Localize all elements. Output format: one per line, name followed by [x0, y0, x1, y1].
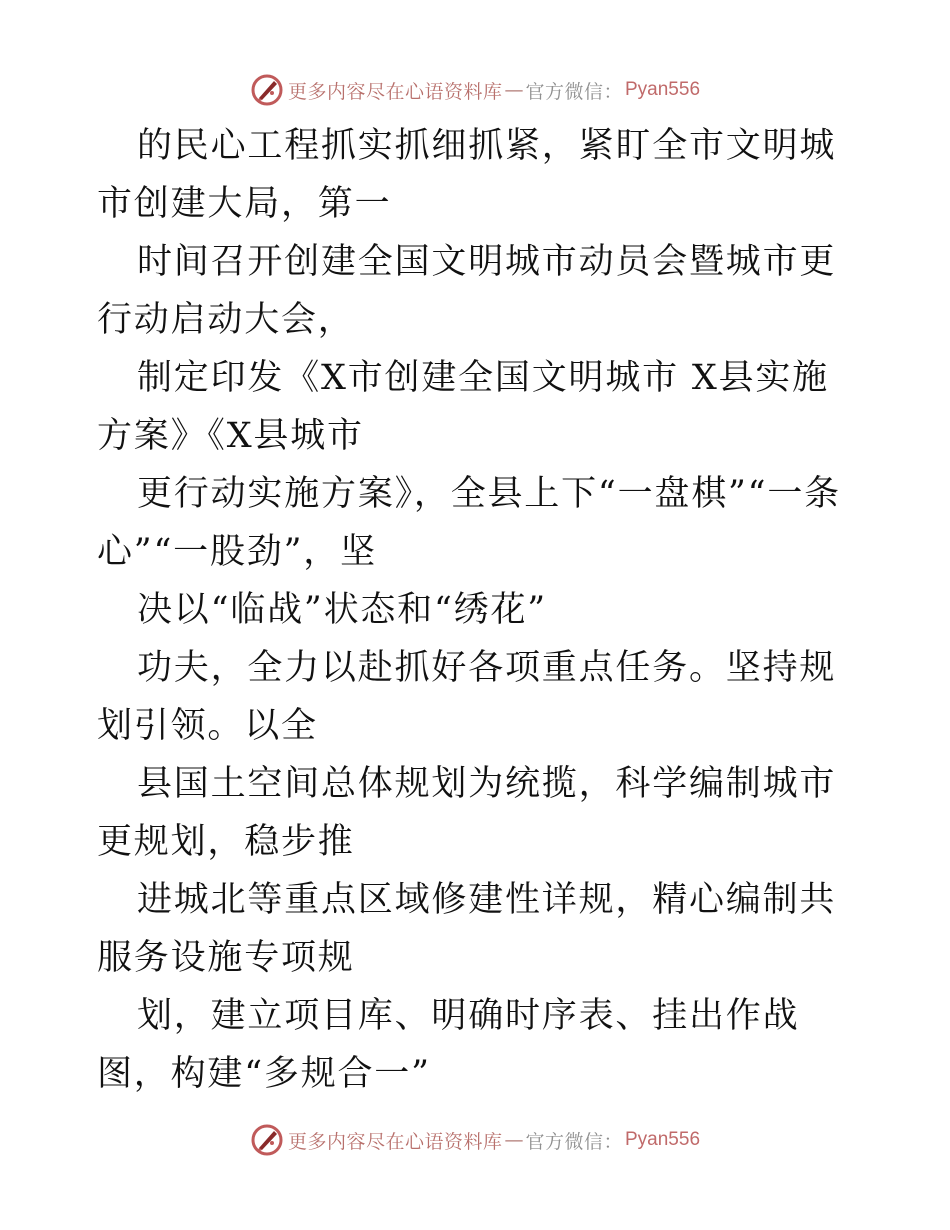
- paragraph: 进城北等重点区域修建性详规，精心编制共服务设施专项规: [97, 880, 837, 978]
- paragraph: 的民心工程抓实抓细抓紧，紧盯全市文明城市创建大局，第一: [97, 126, 837, 224]
- banner-separator: —: [504, 1129, 524, 1151]
- footer-banner: [0, 1120, 950, 1160]
- banner-account: Pyan556: [625, 1129, 701, 1150]
- banner-wechat-label: 官方微信：: [525, 1130, 623, 1153]
- paragraph: 时间召开创建全国文明城市动员会暨城市更行动启动大会，: [97, 242, 837, 340]
- paragraph: 划，建立项目库、明确时序表、挂出作战图，构建“多规合一”: [97, 996, 800, 1094]
- paragraph: 决以“临战”状态和“绣花”: [137, 590, 547, 630]
- paragraph: 县国土空间总体规划为统揽，科学编制城市更规划，稳步推: [97, 764, 837, 862]
- header-banner: [0, 70, 950, 110]
- banner-main-text: 更多内容尽在心语资料库: [287, 80, 503, 103]
- banner-account: Pyan556: [625, 79, 701, 100]
- banner-separator: —: [504, 79, 524, 101]
- pen-logo-icon: [250, 1123, 284, 1157]
- pen-logo-icon: [250, 73, 284, 107]
- paragraph: 制定印发《X市创建全国文明城市 X县实施方案》《X县城市: [97, 358, 829, 456]
- banner-wechat-label: 官方微信：: [525, 80, 623, 103]
- paragraph: 更行动实施方案》，全县上下“一盘棋”“一条心”“一股劲”，坚: [97, 474, 841, 572]
- paragraph: 功夫，全力以赴抓好各项重点任务。坚持规划引领。以全: [97, 648, 837, 746]
- document-body: [97, 117, 857, 1103]
- banner-main-text: 更多内容尽在心语资料库: [287, 1130, 503, 1153]
